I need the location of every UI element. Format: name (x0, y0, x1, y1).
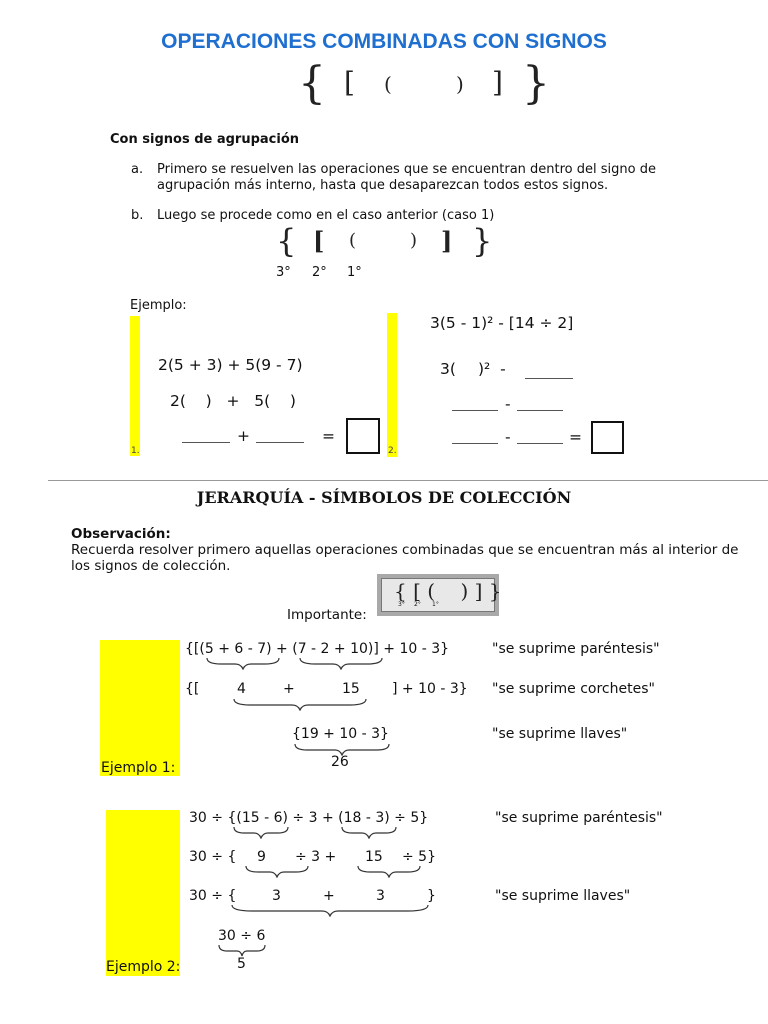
brace-close-symbol: } (472, 222, 493, 260)
ejemplo2-line3-value1: 3 (272, 888, 281, 904)
section1-heading: Con signos de agrupación (110, 132, 300, 147)
order-label-3: 3° (276, 265, 291, 280)
ejemplo2-line2-value1: 9 (257, 849, 266, 865)
importante-order-3: 3° (398, 601, 405, 608)
ejemplo1-line2-rest: ] + 10 - 3} (392, 681, 468, 697)
example1-plus: + (237, 427, 250, 445)
ejemplo1-line3-note: "se suprime llaves" (492, 726, 628, 742)
ejemplo2-underbraces-2 (244, 864, 444, 878)
example2-blank-3[interactable] (517, 410, 563, 411)
example2-line2-open: 3( (440, 360, 456, 378)
example1-equals: = (322, 427, 335, 445)
brace-open-symbol: { (298, 58, 326, 109)
ejemplo2-line3-note: "se suprime llaves" (495, 888, 631, 904)
ejemplo2-highlight (106, 810, 180, 976)
observacion-line1: Recuerda resolver primero aquellas operaciones combinadas que se encuentran más al interior de (71, 542, 739, 558)
ejemplo2-line1: 30 ÷ {(15 - 6) ÷ 3 + (18 - 3) ÷ 5} (189, 810, 429, 826)
ejemplo1-line1-note: "se suprime paréntesis" (492, 641, 660, 657)
ejemplo2-line3-open: 30 ÷ { (189, 888, 237, 904)
ejemplo2-line2-value2: 15 (365, 849, 383, 865)
ejemplo2-line3-close: } (427, 888, 436, 904)
item-a-label: a. (131, 162, 144, 177)
order-label-1: 1° (347, 265, 362, 280)
ejemplo2-underbrace-3 (230, 903, 440, 917)
order-label-2: 2° (312, 265, 327, 280)
ejemplo1-line3: {19 + 10 - 3} (292, 726, 389, 742)
paren-close-symbol: ) (456, 72, 464, 96)
brace-close-symbol: } (522, 58, 550, 109)
example2-blank-5[interactable] (517, 443, 563, 444)
section-divider (48, 480, 768, 481)
ejemplo2-line2-rest: ÷ 5} (402, 849, 436, 865)
bracket-open-symbol: [ (313, 226, 325, 255)
example1-line2: 2( ) + 5( ) (170, 392, 296, 410)
paren-close-symbol: ) (410, 230, 418, 251)
ejemplo1-underbrace-2 (232, 697, 372, 711)
example1-blank-2[interactable] (256, 442, 304, 443)
example2-blank-1[interactable] (525, 378, 573, 379)
example1-answer-box[interactable] (346, 418, 380, 454)
observacion-line2: los signos de colección. (71, 558, 231, 574)
example2-line2-close: )² - (478, 360, 506, 378)
ejemplo2-line1-note: "se suprime paréntesis" (495, 810, 663, 826)
bracket-close-symbol: ] (492, 66, 503, 99)
brace-open-symbol: { (276, 222, 297, 260)
importante-symbols-box (377, 574, 502, 616)
section2-title: JERARQUÍA - SÍMBOLOS DE COLECCIÓN (196, 488, 572, 507)
ejemplo1-result: 26 (331, 754, 349, 770)
importante-order-1: 1° (432, 601, 439, 608)
ejemplo2-line4: 30 ÷ 6 (218, 928, 266, 944)
example1-blank-1[interactable] (182, 442, 230, 443)
importante-symbols: { [ ( ) ] } (394, 579, 502, 603)
ejemplo1-highlight (100, 640, 180, 776)
ejemplo2-underbraces-1 (232, 825, 412, 839)
example1-highlight-bar (130, 316, 140, 456)
item-b-label: b. (131, 208, 144, 223)
example2-equals: = (569, 428, 582, 446)
example2-minus-2: - (505, 428, 511, 446)
ejemplo1-line2-note: "se suprime corchetes" (492, 681, 655, 697)
ejemplo2-label: Ejemplo 2: (106, 959, 181, 975)
bracket-close-symbol: ] (441, 226, 453, 255)
page-title: OPERACIONES COMBINADAS CON SIGNOS (161, 30, 607, 53)
ejemplo1-label: Ejemplo 1: (101, 760, 176, 776)
ejemplo1-line2-open: {[ (185, 681, 200, 697)
example1-line1: 2(5 + 3) + 5(9 - 7) (158, 356, 303, 374)
example2-blank-2[interactable] (452, 410, 498, 411)
example2-highlight-bar (387, 313, 397, 457)
observacion-label: Observación: (71, 526, 171, 542)
example2-minus-1: - (505, 395, 511, 413)
item-b-text: Luego se procede como en el caso anterior (caso 1) (157, 208, 495, 223)
example1-number: 1. (131, 446, 140, 456)
item-a-line2: agrupación más interno, hasta que desaparezcan todos estos signos. (157, 178, 609, 193)
item-a-line1: Primero se resuelven las operaciones que se encuentran dentro del signo de (157, 162, 656, 177)
ejemplo2-result: 5 (237, 956, 246, 972)
ejemplo2-line2-open: 30 ÷ { (189, 849, 237, 865)
ejemplo-label: Ejemplo: (130, 298, 187, 313)
ejemplo2-line2-mid: ÷ 3 + (295, 849, 337, 865)
ejemplo1-line2-value1: 4 (237, 681, 246, 697)
example2-number: 2. (388, 446, 397, 456)
importante-order-2: 2° (414, 601, 421, 608)
ejemplo1-line1: {[(5 + 6 - 7) + (7 - 2 + 10)] + 10 - 3} (185, 641, 450, 657)
ejemplo1-line2-plus: + (283, 681, 295, 697)
ejemplo1-underbraces-1 (205, 656, 395, 670)
bracket-open-symbol: [ (344, 66, 355, 99)
paren-open-symbol: ( (384, 72, 392, 96)
example2-line1: 3(5 - 1)² - [14 ÷ 2] (430, 314, 574, 332)
ejemplo2-underbrace-4 (217, 943, 269, 957)
example2-answer-box[interactable] (591, 421, 624, 454)
ejemplo2-line3-value2: 3 (376, 888, 385, 904)
paren-open-symbol: ( (349, 230, 357, 251)
example2-blank-4[interactable] (452, 443, 498, 444)
ejemplo1-line2-value2: 15 (342, 681, 360, 697)
ejemplo2-line3-plus: + (323, 888, 335, 904)
importante-label: Importante: (287, 607, 367, 623)
